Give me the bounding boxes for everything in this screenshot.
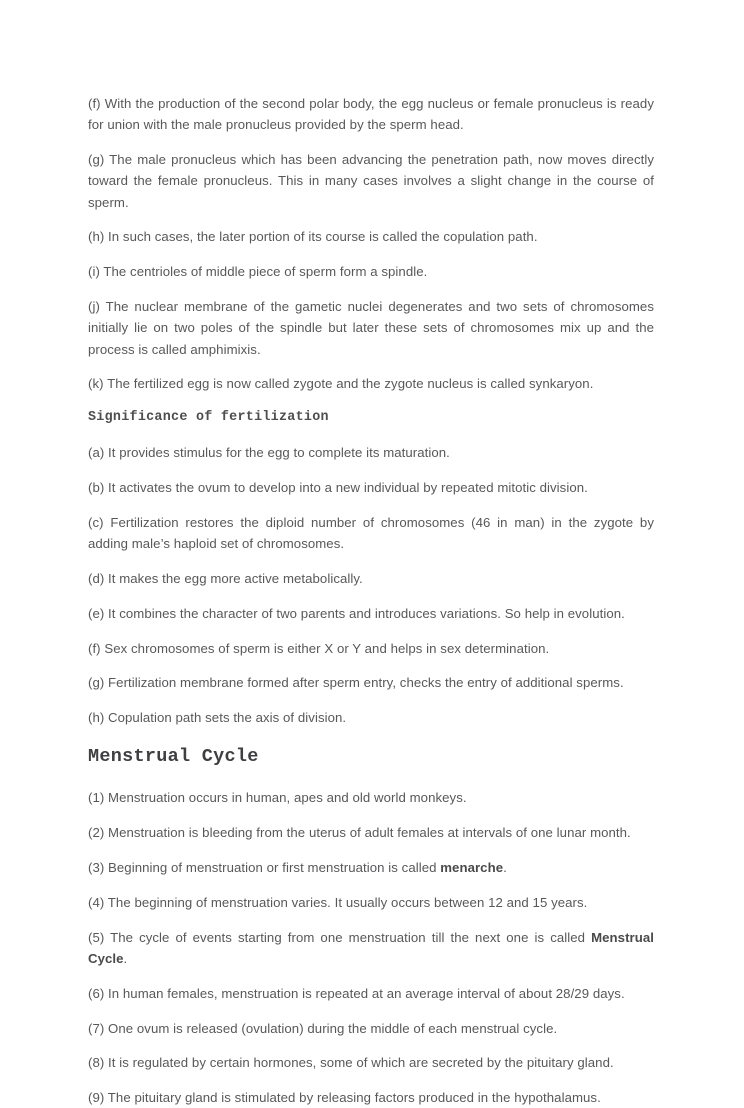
significance-item-c: (c) Fertilization restores the diploid number of chromosomes (46 in man) in the zygote by adding male’s haploid set of chromosomes. xyxy=(88,514,654,552)
menstrual-cycle-item-5 xyxy=(88,927,654,970)
fertilization-step-i: (i) The centrioles of middle piece of sperm form a spindle. xyxy=(88,264,428,280)
document-body xyxy=(88,93,654,1108)
fertilization-step-h: (h) In such cases, the later portion of its course is called the copulation path. xyxy=(88,229,538,245)
menstrual-cycle-item-5-prefix: (5) The cycle of events starting from one menstruation till the next one is called xyxy=(88,929,592,945)
significance-item-h: (h) Copulation path sets the axis of division. xyxy=(88,710,347,726)
menarche-term: menarche xyxy=(440,860,504,876)
menstrual-cycle-item-9: (9) The pituitary gland is stimulated by releasing factors produced in the hypothalamus. xyxy=(88,1090,601,1106)
fertilization-step-j: (j) The nuclear membrane of the gametic nuclei degenerates and two sets of chromosomes initially lie on two poles of the spindle but later these sets of chromosomes mix up and the process is called amphimixis. xyxy=(88,299,654,357)
menstrual-cycle-item-2: (2) Menstruation is bleeding from the uterus of adult females at intervals of one lunar month. xyxy=(88,825,631,841)
significance-item-f: (f) Sex chromosomes of sperm is either X or Y and helps in sex determination. xyxy=(88,640,550,656)
menstrual-cycle-item-3-suffix: . xyxy=(503,860,507,876)
significance-of-fertilization-heading: Significance of fertilization xyxy=(88,410,329,426)
fertilization-step-f: (f) With the production of the second polar body, the egg nucleus or female pronucleus is ready for union with the male pronucleus provided by the sperm head. xyxy=(88,96,654,133)
menstrual-cycle-item-6: (6) In human females, menstruation is repeated at an average interval of about 28/29 days. xyxy=(88,985,625,1001)
menstrual-cycle-item-5-suffix: . xyxy=(123,950,128,966)
significance-item-b: (b) It activates the ovum to develop into a new individual by repeated mitotic division. xyxy=(88,480,588,496)
fertilization-step-k: (k) The fertilized egg is now called zygote and the zygote nucleus is called synkaryon. xyxy=(88,376,594,392)
menstrual-cycle-item-8: (8) It is regulated by certain hormones, some of which are secreted by the pituitary gland. xyxy=(88,1055,614,1071)
menstrual-cycle-item-3-prefix: (3) Beginning of menstruation or first menstruation is called xyxy=(88,860,441,876)
menstrual-cycle-item-7: (7) One ovum is released (ovulation) during the middle of each menstrual cycle. xyxy=(88,1020,558,1036)
menstrual-cycle-item-1: (1) Menstruation occurs in human, apes and old world monkeys. xyxy=(88,790,467,806)
fertilization-step-g: (g) The male pronucleus which has been advancing the penetration path, now moves directly toward the female pronucleus. This in many cases involves a slight change in the course of sperm. xyxy=(88,152,654,210)
significance-item-e: (e) It combines the character of two parents and introduces variations. So help in evolution. xyxy=(88,605,625,621)
menstrual-cycle-term: Menstrual Cycle xyxy=(88,929,654,966)
significance-item-d: (d) It makes the egg more active metabolically. xyxy=(88,570,363,586)
significance-item-g: (g) Fertilization membrane formed after sperm entry, checks the entry of additional sperms. xyxy=(88,675,624,691)
significance-item-a: (a) It provides stimulus for the egg to complete its maturation. xyxy=(88,445,450,461)
menstrual-cycle-item-3 xyxy=(88,857,654,878)
menstrual-cycle-heading: Menstrual Cycle xyxy=(88,746,259,768)
menstrual-cycle-item-4: (4) The beginning of menstruation varies. It usually occurs between 12 and 15 years. xyxy=(88,894,588,910)
